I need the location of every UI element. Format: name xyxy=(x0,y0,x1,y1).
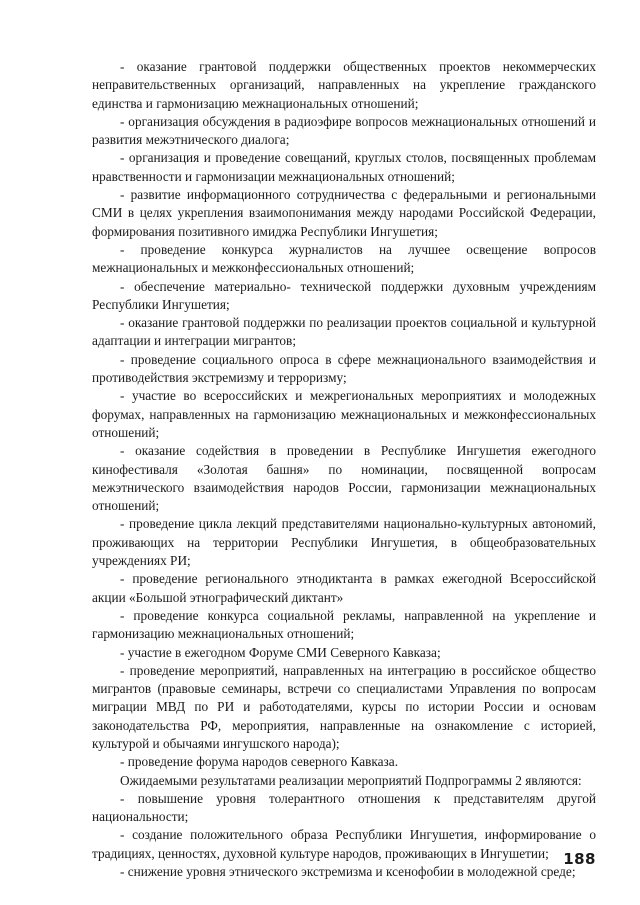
paragraph-18: - повышение уровня толерантного отношения к представителям другой национальности; xyxy=(92,790,596,825)
paragraph-17: Ожидаемыми результатами реализации мероприятий Подпрограммы 2 являются: xyxy=(120,772,582,788)
paragraph-14: - участие в ежегодном Форуме СМИ Северного Кавказа; xyxy=(120,644,441,660)
paragraph-6: - обеспечение материально- технической поддержки духовным учреждениям Республики Ингушетия; xyxy=(92,278,596,312)
paragraph-9: - участие во всероссийских и межрегиональных мероприятиях и молодежных форумах, направленных на гармонизацию межнациональных и межконфессиональных отношений; xyxy=(92,388,596,440)
paragraph-10: - оказание содействия в проведении в Республике Ингушетия ежегодного кинофестиваля «Золотая башня» по номинации, посвященной вопросам межэтнического взаимодействия народов России, гармонизации межнациональных отношений; xyxy=(92,443,596,514)
paragraph-11: - проведение цикла лекций представителями национально-культурных автономий, проживающих на территории Республики Ингушетия, в общеобразовательных учреждениях РИ; xyxy=(92,516,596,569)
paragraph-3: - организация и проведение совещаний, круглых столов, посвященных проблемам нравственности и гармонизации межнациональных отношений; xyxy=(92,150,596,184)
paragraph-5: - проведение конкурса журналистов на лучшее освещение вопросов межнациональных и межконфессиональных отношений; xyxy=(92,241,596,276)
paragraph-12: - проведение регионального этнодиктанта в рамках ежегодной Всероссийской акции «Большой этнографический диктант» xyxy=(92,571,596,605)
paragraph-2: - организация обсуждения в радиоэфире вопросов межнациональных отношений и развития межэтнического диалога; xyxy=(92,113,596,148)
paragraph-15: - проведение мероприятий, направленных на интеграцию в российское общество мигрантов (правовые семинары, встречи со специалистами Управления по вопросам миграции МВД по РИ и работодателями, курсы по истории России и основам законодательства РФ, мероприятия, направленные на ознакомление с историей, культурой и обычаями ингушского народа); xyxy=(92,662,596,751)
body-text xyxy=(92,58,596,881)
paragraph-1: - оказание грантовой поддержки общественных проектов некоммерческих неправительственных организаций, направленных на укрепление гражданского единства и гармонизацию межнациональных отношений; xyxy=(92,59,596,111)
paragraph-13: - проведение конкурса социальной рекламы, направленной на укрепление и гармонизацию межнациональных отношений; xyxy=(92,607,596,642)
paragraph-4: - развитие информационного сотрудничества с федеральными и региональными СМИ в целях укрепления взаимопонимания между народами Российской Федерации, формирования позитивного имиджа Республики Ингушетия; xyxy=(92,187,596,239)
paragraph-20: - снижение уровня этнического экстремизма и ксенофобии в молодежной среде; xyxy=(120,864,576,880)
page-number: 188 xyxy=(563,850,596,868)
paragraph-7: - оказание грантовой поддержки по реализации проектов социальной и культурной адаптации и интеграции мигрантов; xyxy=(92,315,596,349)
paragraph-8: - проведение социального опроса в сфере межнационального взаимодействия и противодействия экстремизму и терроризму; xyxy=(92,351,596,386)
paragraph-16: - проведение форума народов северного Кавказа. xyxy=(120,754,399,770)
paragraph-19: - создание положительного образа Республики Ингушетия, информирование о традициях, ценностях, духовной культуре народов, проживающих в Ингушетии; xyxy=(92,827,596,861)
